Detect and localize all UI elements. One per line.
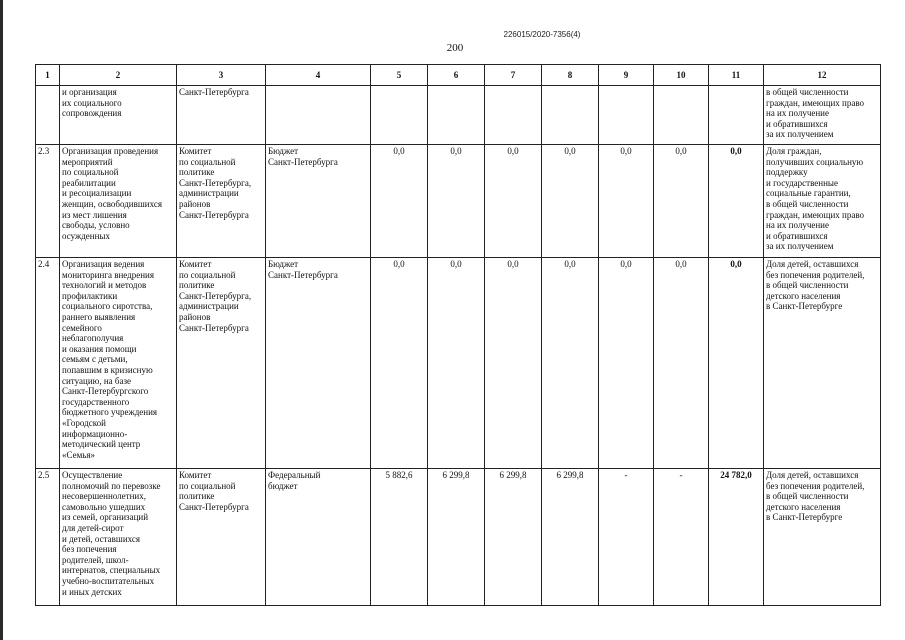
funding-source: Бюджет Санкт-Петербурга — [266, 258, 371, 469]
value-cell: 6 299,8 — [485, 469, 542, 606]
value-cell: 0,0 — [599, 145, 654, 258]
measure-name: Организация ведения мониторинга внедрения технологий и методов профилактики социального сиротства, раннего выявления семейного неблагополучия и оказания помощи семьям с детьми, попавшим в кризисную ситуацию, на базе Санкт-Петербургского государственного бюджетного учреждения «Городской информационно- методический центр «Семья» — [60, 258, 177, 469]
table-row — [36, 86, 881, 145]
value-cell: 0,0 — [599, 258, 654, 469]
row-number: 2.4 — [36, 258, 60, 469]
measure-name: Осуществление полномочий по перевозке несовершеннолетних, самовольно ушедших из семей, организаций для детей-сирот и детей, оставшихся без попечения родителей, школ- интернатов, специальных учебно-воспитательных и иных детских — [60, 469, 177, 606]
value-cell: 0,0 — [485, 258, 542, 469]
document-code: 226015/2020-7356(4) — [503, 30, 581, 39]
value-cell: 0,0 — [654, 258, 709, 469]
indicator: Доля детей, оставшихся без попечения родителей, в общей численности детского населения в Санкт-Петербурге — [764, 469, 881, 606]
value-cell — [654, 86, 709, 145]
column-header: 7 — [485, 65, 542, 86]
measure-name: Организация проведения мероприятий по социальной реабилитации и ресоциализации женщин, освободившихся из мест лишения свободы, условно осужденных — [60, 145, 177, 258]
value-cell: 0,0 — [485, 145, 542, 258]
value-cell: 0,0 — [428, 258, 485, 469]
value-cell: - — [599, 469, 654, 606]
page-number: 200 — [446, 42, 464, 54]
scan-edge — [0, 0, 3, 640]
column-header: 11 — [709, 65, 764, 86]
value-cell: - — [654, 469, 709, 606]
funding-source: Федеральный бюджет — [266, 469, 371, 606]
value-cell — [428, 86, 485, 145]
total-cell — [709, 86, 764, 145]
column-header: 9 — [599, 65, 654, 86]
value-cell — [371, 86, 428, 145]
value-cell: 6 299,8 — [428, 469, 485, 606]
total-cell: 24 782,0 — [709, 469, 764, 606]
value-cell: 6 299,8 — [542, 469, 599, 606]
column-header: 6 — [428, 65, 485, 86]
value-cell: 0,0 — [428, 145, 485, 258]
funding-source — [266, 86, 371, 145]
column-header: 4 — [266, 65, 371, 86]
table-row — [36, 145, 881, 258]
row-number — [36, 86, 60, 145]
column-header: 10 — [654, 65, 709, 86]
executor: Санкт-Петербурга — [177, 86, 266, 145]
indicator: Доля детей, оставшихся без попечения родителей, в общей численности детского населения в Санкт-Петербурге — [764, 258, 881, 469]
measure-name: и организация их социального сопровождения — [60, 86, 177, 145]
table-row — [36, 469, 881, 606]
column-header: 3 — [177, 65, 266, 86]
executor: Комитет по социальной политике Санкт-Петербурга, администрации районов Санкт-Петербурга — [177, 258, 266, 469]
indicator: в общей численности граждан, имеющих право на их получение и обратившихся за их получением — [764, 86, 881, 145]
table-header-row — [36, 65, 881, 86]
funding-source: Бюджет Санкт-Петербурга — [266, 145, 371, 258]
column-header: 5 — [371, 65, 428, 86]
value-cell — [599, 86, 654, 145]
value-cell — [542, 86, 599, 145]
indicator: Доля граждан, получивших социальную поддержку и государственные социальные гарантии, в общей численности граждан, имеющих право на их получение и обратившихся за их получением — [764, 145, 881, 258]
total-cell: 0,0 — [709, 145, 764, 258]
value-cell: 0,0 — [654, 145, 709, 258]
executor: Комитет по социальной политике Санкт-Петербурга, администрации районов Санкт-Петербурга — [177, 145, 266, 258]
value-cell: 5 882,6 — [371, 469, 428, 606]
value-cell: 0,0 — [542, 145, 599, 258]
total-cell: 0,0 — [709, 258, 764, 469]
value-cell: 0,0 — [371, 258, 428, 469]
row-number: 2.5 — [36, 469, 60, 606]
column-header: 8 — [542, 65, 599, 86]
column-header: 12 — [764, 65, 881, 86]
column-header: 2 — [60, 65, 177, 86]
column-header: 1 — [36, 65, 60, 86]
program-table — [35, 64, 881, 606]
value-cell: 0,0 — [371, 145, 428, 258]
row-number: 2.3 — [36, 145, 60, 258]
value-cell — [485, 86, 542, 145]
value-cell: 0,0 — [542, 258, 599, 469]
executor: Комитет по социальной политике Санкт-Петербурга — [177, 469, 266, 606]
table-row — [36, 258, 881, 469]
